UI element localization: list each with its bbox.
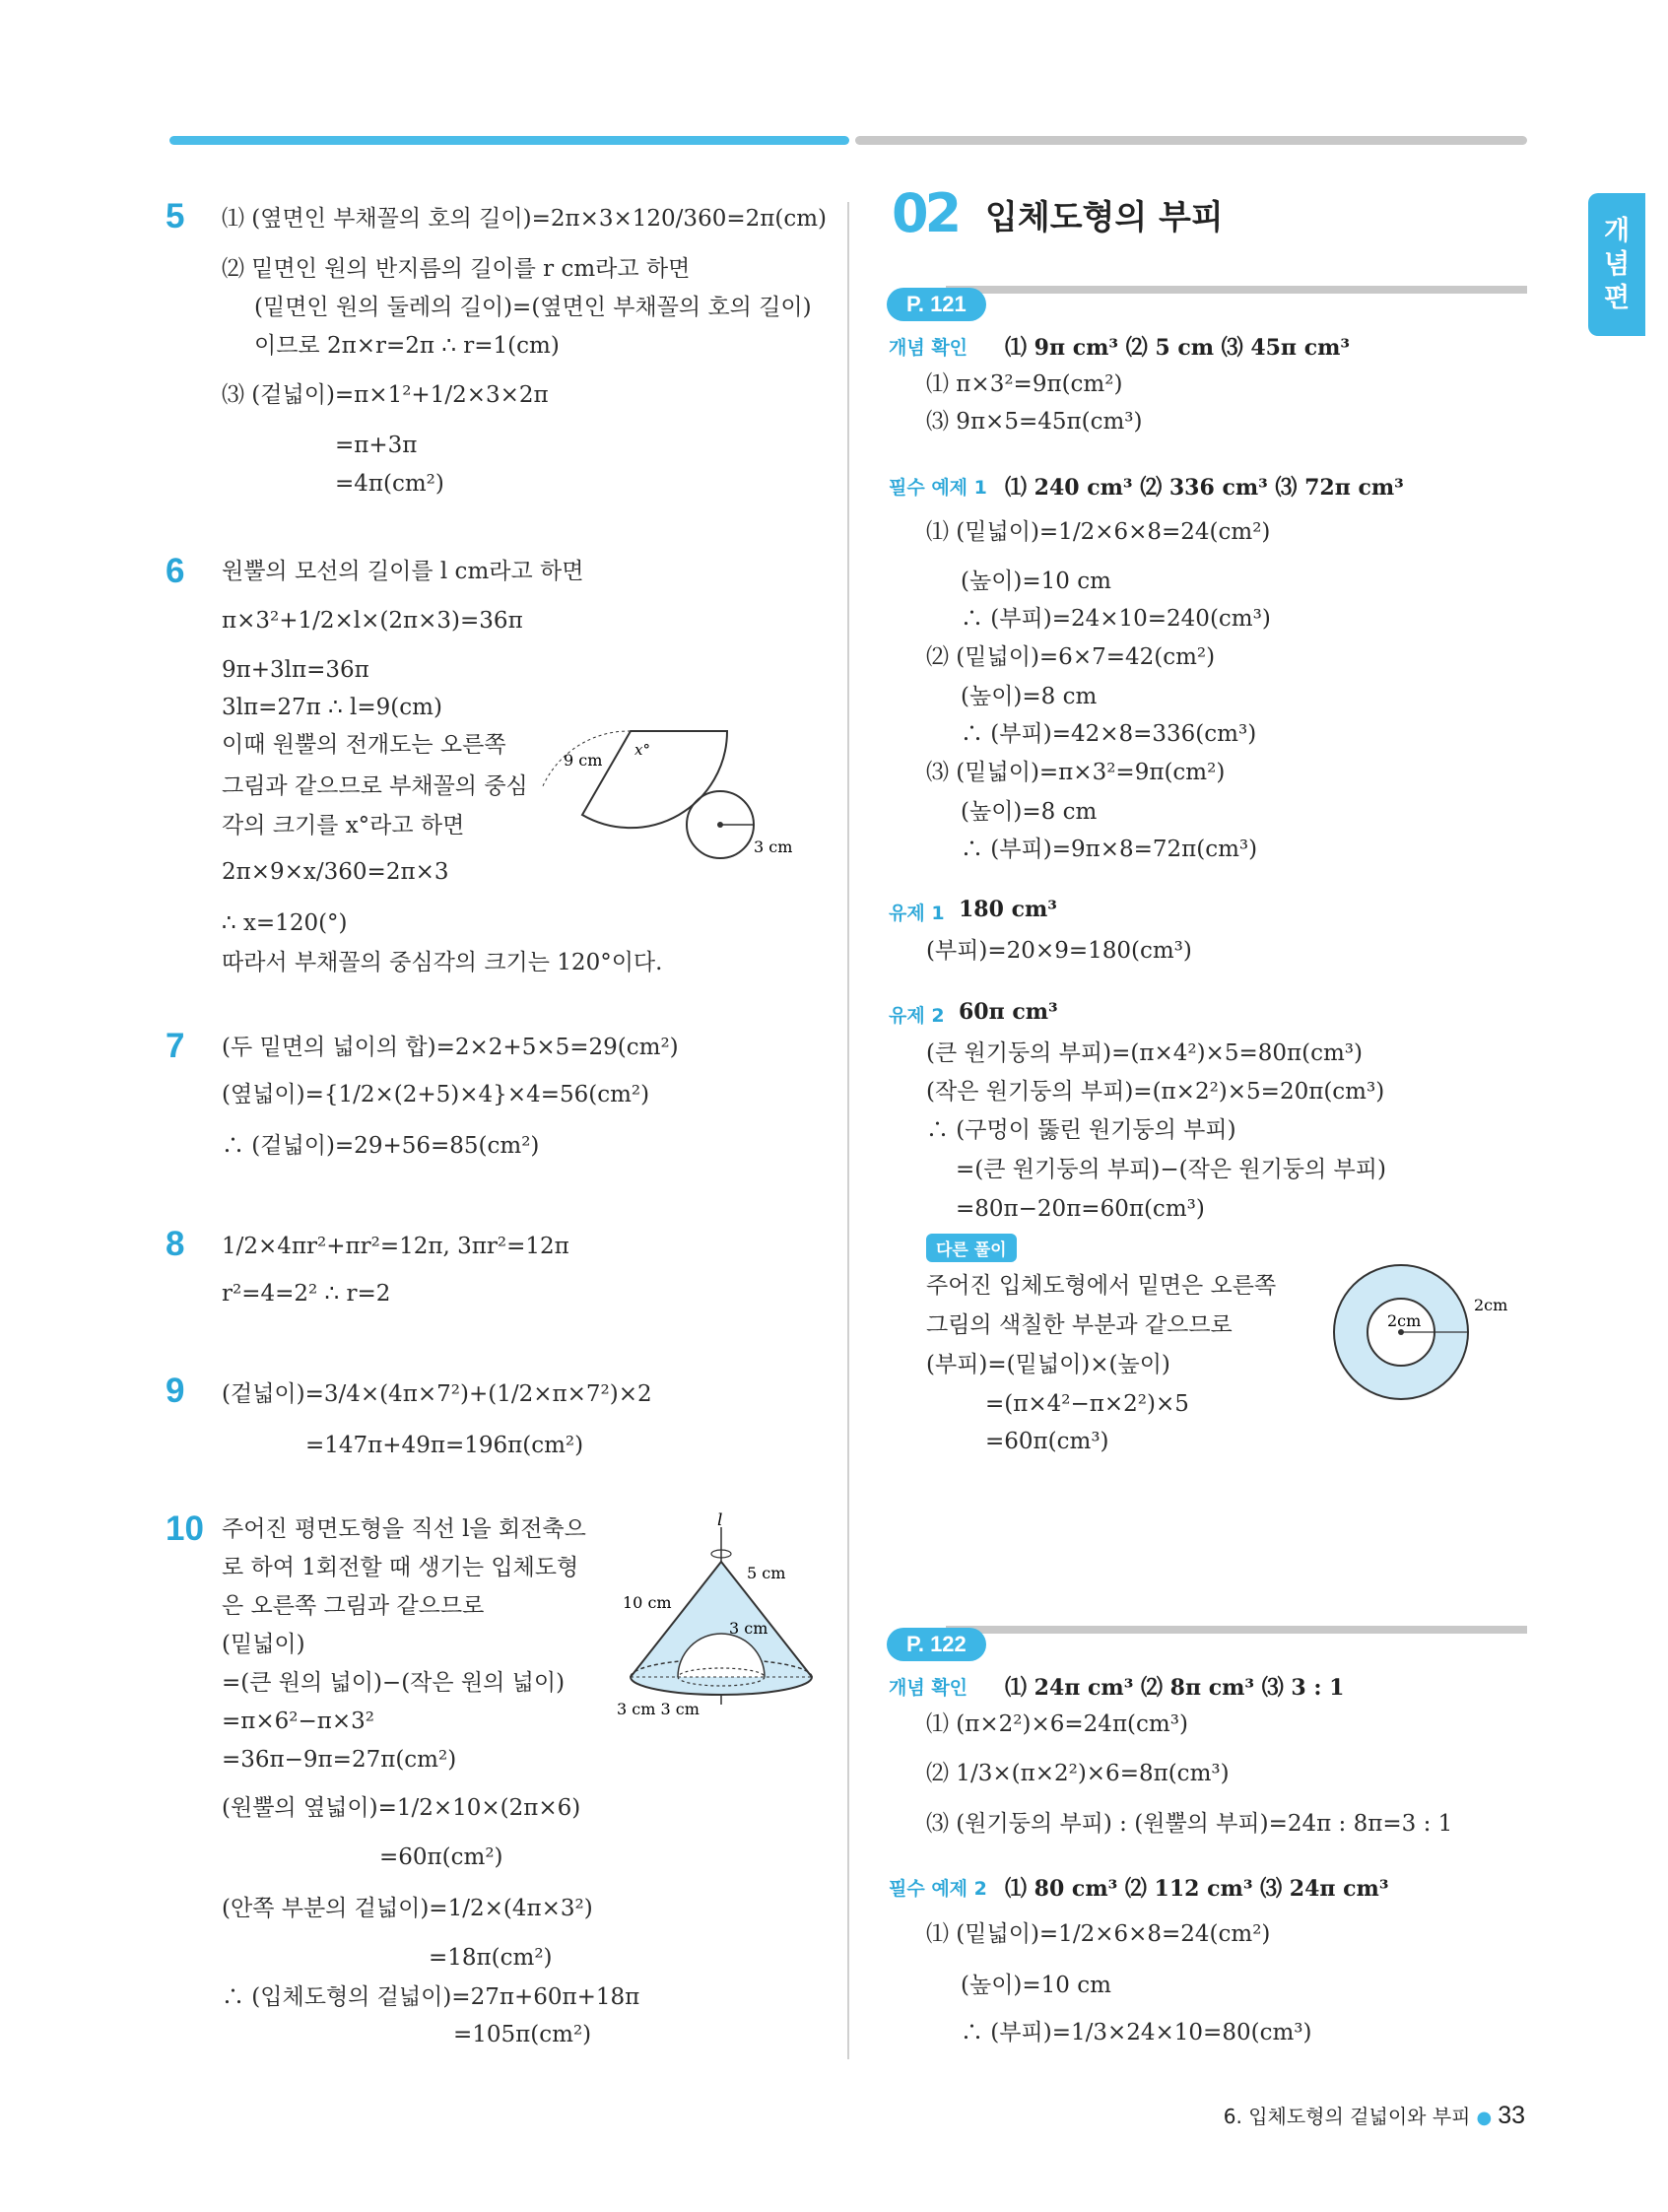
- solution-line: 이므로 2π×r=2π ∴ r=1(cm): [254, 333, 560, 359]
- page-number: 33: [1498, 2102, 1525, 2129]
- solution-line: =80π−20π=60π(cm³): [956, 1196, 1205, 1222]
- solution-line: (높이)=8 cm: [961, 684, 1098, 709]
- header-rule-right: [855, 136, 1527, 145]
- solution-line: 각의 크기를 x°라고 하면: [222, 813, 465, 838]
- solution-line: 은 오른쪽 그림과 같으므로: [222, 1593, 485, 1619]
- solution-line: 9π+3lπ=36π: [222, 657, 369, 683]
- header-rule-left: [169, 136, 849, 145]
- problem-number: 5: [166, 197, 185, 235]
- problem-number: 8: [166, 1225, 185, 1263]
- solution-line: ∴ (겉넓이)=29+56=85(cm²): [222, 1133, 540, 1159]
- solution-line: 그림의 색칠한 부분과 같으므로: [926, 1312, 1233, 1338]
- solution-line: =18π(cm²): [429, 1945, 553, 1971]
- page-footer: [1224, 2101, 1525, 2130]
- exercise-label: 유제 1: [889, 903, 945, 924]
- solution-line: ⑵ (밑넓이)=6×7=42(cm²): [926, 644, 1216, 670]
- problem-number: 9: [166, 1372, 185, 1410]
- solution-line: 2π×9×x/360=2π×3: [222, 859, 449, 885]
- solution-line: r²=4=2² ∴ r=2: [222, 1281, 391, 1307]
- solution-line: (밑넓이): [222, 1632, 305, 1657]
- answer-line: ⑴ 240 cm³ ⑵ 336 cm³ ⑶ 72π cm³: [1005, 475, 1404, 501]
- chapter-title: 6. 입체도형의 겉넓이와 부피: [1223, 2105, 1471, 2128]
- solution-line: ∴ (부피)=9π×8=72π(cm³): [961, 837, 1258, 862]
- solution-line: 3lπ=27π ∴ l=9(cm): [222, 695, 442, 720]
- solution-line: (겉넓이)=3/4×(4π×7²)+(1/2×π×7²)×2: [222, 1381, 652, 1407]
- solution-line: =4π(cm²): [335, 471, 444, 497]
- solution-line: ⑶ (겉넓이)=π×1²+1/2×3×2π: [222, 382, 549, 408]
- solution-line: =36π−9π=27π(cm²): [222, 1747, 457, 1773]
- page-ref-pill: P. 121: [887, 288, 986, 321]
- solution-line: π×3²+1/2×l×(2π×3)=36π: [222, 608, 523, 634]
- solution-line: 따라서 부채꼴의 중심각의 크기는 120°이다.: [222, 950, 663, 975]
- solution-line: =60π(cm²): [379, 1844, 503, 1870]
- solution-line: (밑면인 원의 둘레의 길이)=(옆면인 부채꼴의 호의 길이): [254, 295, 812, 320]
- solution-line: ∴ (구멍이 뚫린 원기둥의 부피): [926, 1117, 1236, 1143]
- solution-line: ⑴ π×3²=9π(cm²): [926, 371, 1123, 397]
- slant-label: 10 cm: [623, 1593, 672, 1612]
- solution-line: (옆넓이)={1/2×(2+5)×4}×4=56(cm²): [222, 1082, 650, 1107]
- solution-line: (두 밑면의 넓이의 합)=2×2+5×5=29(cm²): [222, 1035, 679, 1060]
- side-tab: 개 념 편: [1588, 193, 1645, 336]
- outer-width-label: 2cm: [1474, 1296, 1508, 1314]
- concept-label: 개념 확인: [889, 1677, 968, 1699]
- sector-shape: [582, 731, 727, 828]
- solution-line: 그림과 같으므로 부채꼴의 중심: [222, 773, 528, 799]
- solution-line: ∴ (부피)=42×8=336(cm³): [961, 721, 1257, 747]
- top-label: 5 cm: [747, 1564, 786, 1582]
- alt-solution-badge: 다른 풀이: [926, 1234, 1017, 1262]
- solution-line: (높이)=10 cm: [961, 1973, 1111, 1998]
- angle-label: x°: [634, 741, 650, 759]
- solution-line: ⑶ 9π×5=45π(cm³): [926, 409, 1143, 435]
- solution-line: (높이)=8 cm: [961, 799, 1098, 825]
- solution-line: =(큰 원의 넓이)−(작은 원의 넓이): [222, 1670, 566, 1696]
- solution-line: ∴ (입체도형의 겉넓이)=27π+60π+18π: [222, 1984, 640, 2010]
- solution-line: ∴ x=120(°): [222, 910, 348, 936]
- solution-line: 1/2×4πr²+πr²=12π, 3πr²=12π: [222, 1234, 569, 1259]
- solution-line: =(π×4²−π×2²)×5: [985, 1391, 1189, 1417]
- column-divider: [847, 202, 849, 2059]
- radius-label: 3 cm: [754, 838, 793, 856]
- exercise-label: 유제 2: [889, 1005, 945, 1027]
- page-ref-pill: P. 122: [887, 1628, 986, 1661]
- answer-line: 60π cm³: [959, 999, 1058, 1025]
- solution-line: (부피)=20×9=180(cm³): [926, 938, 1192, 964]
- solution-line: ⑵ 밑면인 원의 반지름의 길이를 r cm라고 하면: [222, 256, 691, 282]
- solution-line: =π×6²−π×3²: [222, 1709, 375, 1734]
- inner-radius-label: 2cm: [1387, 1311, 1422, 1330]
- answer-line: ⑴ 24π cm³ ⑵ 8π cm³ ⑶ 3 : 1: [1005, 1675, 1345, 1701]
- bullet-icon: ●: [1476, 2108, 1493, 2128]
- pill-rule: [946, 1626, 1527, 1634]
- section-title: 입체도형의 부피: [985, 198, 1224, 237]
- solution-line: =(큰 원기둥의 부피)−(작은 원기둥의 부피): [956, 1157, 1386, 1182]
- solution-line: =147π+49π=196π(cm²): [305, 1433, 584, 1458]
- axis-label: l: [717, 1510, 723, 1530]
- solution-line: ⑴ (π×2²)×6=24π(cm³): [926, 1711, 1188, 1737]
- solution-line: 이때 원뿔의 전개도는 오른쪽: [222, 732, 506, 758]
- solution-line: (원뿔의 옆넓이)=1/2×10×(2π×6): [222, 1795, 581, 1821]
- pill-rule: [946, 286, 1527, 294]
- solution-line: (높이)=10 cm: [961, 569, 1111, 594]
- solution-line: ⑶ (밑넓이)=π×3²=9π(cm²): [926, 760, 1226, 785]
- solution-line: 주어진 평면도형을 직선 l을 회전축으: [222, 1516, 586, 1542]
- answer-line: ⑴ 80 cm³ ⑵ 112 cm³ ⑶ 24π cm³: [1005, 1876, 1389, 1902]
- cone-net-figure: [552, 719, 793, 867]
- solution-line: (부피)=(밑넓이)×(높이): [926, 1352, 1170, 1377]
- answer-line: 180 cm³: [959, 897, 1057, 922]
- solution-line: =105π(cm²): [453, 2022, 592, 2047]
- solution-line: ⑶ (원기둥의 부피) : (원뿔의 부피)=24π : 8π=3 : 1: [926, 1811, 1453, 1837]
- solution-line: ⑵ 1/3×(π×2²)×6=8π(cm³): [926, 1761, 1230, 1786]
- solution-line: ⑴ (밑넓이)=1/2×6×8=24(cm²): [926, 1921, 1271, 1947]
- answer-line: ⑴ 9π cm³ ⑵ 5 cm ⑶ 45π cm³: [1005, 335, 1351, 361]
- annulus-figure: [1330, 1261, 1527, 1409]
- problem-number: 10: [166, 1509, 204, 1548]
- solution-line: (작은 원기둥의 부피)=(π×2²)×5=20π(cm³): [926, 1079, 1385, 1105]
- example-label: 필수 예제 1: [889, 477, 987, 499]
- cone-solid-figure: [617, 1510, 828, 1724]
- bottom-label: 3 cm 3 cm: [617, 1700, 700, 1718]
- solution-line: 원뿔의 모선의 길이를 l cm라고 하면: [222, 559, 584, 584]
- solution-line: =60π(cm³): [985, 1429, 1109, 1454]
- problem-number: 7: [166, 1027, 185, 1065]
- problem-number: 6: [166, 552, 185, 590]
- solution-line: ∴ (부피)=24×10=240(cm³): [961, 606, 1271, 632]
- solution-line: (큰 원기둥의 부피)=(π×4²)×5=80π(cm³): [926, 1040, 1363, 1066]
- solution-line: ⑴ (옆면인 부채꼴의 호의 길이)=2π×3×120/360=2π(cm): [222, 206, 827, 232]
- example-label: 필수 예제 2: [889, 1878, 987, 1900]
- solution-line: =π+3π: [335, 433, 418, 458]
- solution-line: (안쪽 부분의 겉넓이)=1/2×(4π×3²): [222, 1896, 593, 1921]
- solution-line: 로 하여 1회전할 때 생기는 입체도형: [222, 1555, 579, 1580]
- solution-line: ∴ (부피)=1/3×24×10=80(cm³): [961, 2020, 1312, 2045]
- inner-label: 3 cm: [729, 1619, 768, 1638]
- concept-label: 개념 확인: [889, 337, 968, 359]
- solution-line: 주어진 입체도형에서 밑면은 오른쪽: [926, 1273, 1277, 1299]
- solution-line: ⑴ (밑넓이)=1/2×6×8=24(cm²): [926, 519, 1271, 545]
- section-number: 02: [892, 182, 959, 244]
- slant-label: 9 cm: [564, 751, 603, 770]
